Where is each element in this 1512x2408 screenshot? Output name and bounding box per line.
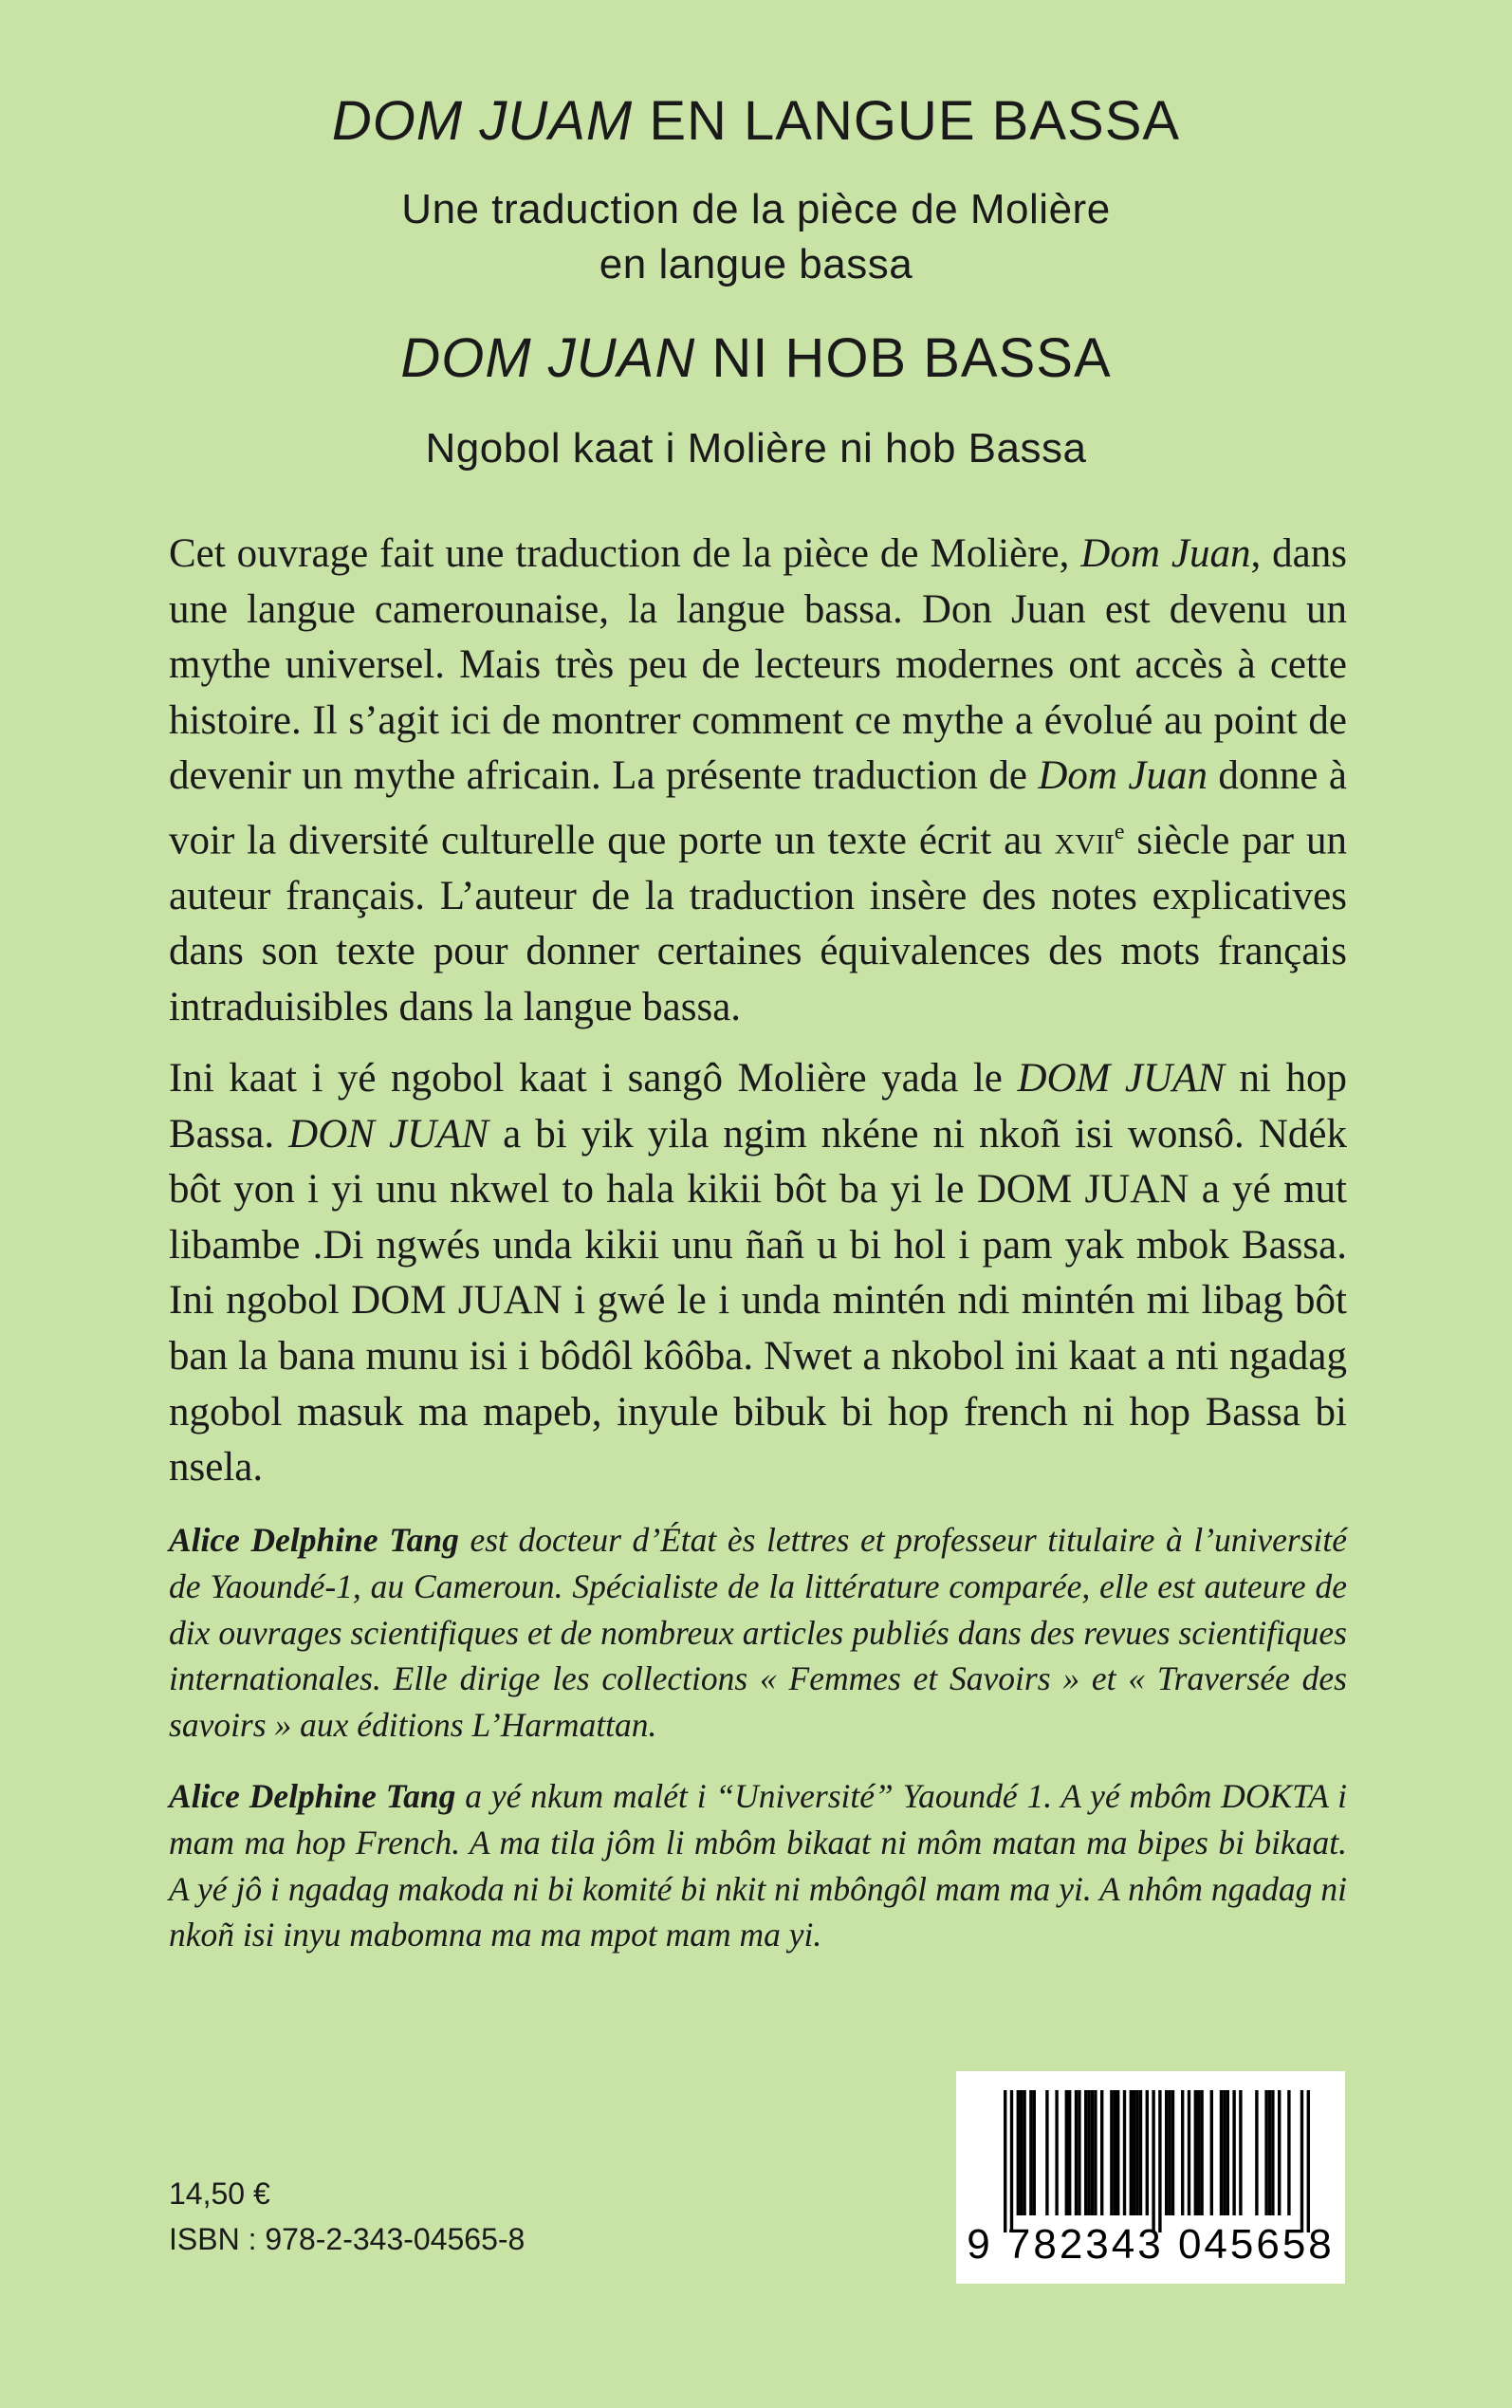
barcode-bar xyxy=(1023,2090,1025,2215)
barcode-bar xyxy=(1287,2090,1290,2215)
century-superscript: e xyxy=(1114,819,1125,844)
barcode-bar xyxy=(1239,2090,1242,2215)
barcode-bar xyxy=(1181,2090,1184,2215)
title-french xyxy=(0,89,1512,153)
barcode-guard-bar xyxy=(1158,2090,1161,2232)
description-french-part4: siècle par un auteur français. L’auteur de la traduction insère des notes explicatives dans son texte pour donner certaines équivalences des mots français intraduisibles dans la langue bassa. xyxy=(169,818,1347,1030)
description-french-part3: donne à voir la diversité culturelle que porte un texte écrit au xyxy=(169,753,1347,863)
barcode-digits: 9 782343 045658 xyxy=(967,2221,1335,2268)
barcode-bar xyxy=(1171,2090,1174,2215)
barcode-bar xyxy=(1146,2090,1149,2215)
barcode-bar xyxy=(1091,2090,1094,2215)
title-bassa xyxy=(0,326,1512,390)
barcode-guard-bar xyxy=(1300,2090,1303,2232)
barcode-bar xyxy=(1133,2090,1135,2215)
barcode-guard-bar xyxy=(1152,2090,1154,2232)
barcode-bar xyxy=(1188,2090,1190,2215)
subtitle-bassa: Ngobol kaat i Molière ni hob Bassa xyxy=(425,425,1087,472)
description-french-italic2: Dom Juan xyxy=(1038,753,1208,799)
title-french-rest: EN LANGUE BASSA xyxy=(633,90,1181,152)
description-bassa-part3: a bi yik yila ngim nkéne ni nkoñ isi wonsô. Ndék bôt yon i yi unu nkwel to hala kikii bôt ba yi le DOM JUAN a yé mut libambe .Di ngwés unda kikii unu ñañ u bi hol i pam yak mbok Bassa. Ini ngobol DOM JUAN i gwé le i unda mintén ndi mintén mi libag bôt ban la bana munu isi i bôdôl kôôba. Nwet a nkobol ini kaat a nti ngadag ngobol masuk ma mapeb, inyule bibuk bi hop french ni hop Bassa bi nsela. xyxy=(169,1111,1347,1491)
barcode-bar xyxy=(1194,2090,1197,2215)
barcode-bar xyxy=(1068,2090,1071,2215)
author-name: Alice Delphine Tang xyxy=(169,1521,459,1559)
barcode-bar xyxy=(1200,2090,1203,2215)
barcode-bar xyxy=(1087,2090,1090,2215)
barcode-guard-bar xyxy=(1004,2090,1006,2232)
author-bio-bassa-text: a yé nkum malét i “Université” Yaoundé 1. A yé mbôm DOKTA i mam ma hop French. A ma tila jôm li mbôm bikaat ni môm matan ma bipes bi bikaat. A yé jô i ngadag makoda ni bi komité bi nkit ni mbôngôl mam ma yi. A nhôm ngadag ni nkoñ isi inyu mabomna ma ma mpot mam ma yi. xyxy=(169,1777,1347,1954)
barcode-bar xyxy=(1065,2090,1068,2215)
barcode-bar xyxy=(1255,2090,1258,2215)
barcode-bar xyxy=(1084,2090,1087,2215)
barcode-bar xyxy=(1045,2090,1048,2215)
author-bio-bassa xyxy=(169,1773,1347,1958)
barcode-bar xyxy=(1210,2090,1213,2215)
barcode-bar xyxy=(1197,2090,1200,2215)
author-bio-french-text: est docteur d’État ès lettres et professeur titulaire à l’université de Yaoundé-1, au Cameroun. Spécialiste de la littérature comparée, elle est auteure de dix ouvrages scientifiques et de nombreux articles publiés dans des revues scientifiques internationales. Elle dirige les collections « Femmes et Savoirs » et « Traversée des savoirs » aux éditions L’Harmattan. xyxy=(169,1521,1348,1745)
barcode-bar xyxy=(1114,2090,1116,2215)
description-french-italic1: Dom Juan xyxy=(1080,531,1251,576)
barcode-bar xyxy=(1271,2090,1274,2215)
barcode xyxy=(956,2071,1345,2284)
barcode-bar xyxy=(1100,2090,1103,2215)
barcode-bar xyxy=(1226,2090,1229,2215)
barcode-bar xyxy=(1110,2090,1113,2215)
barcode-guard-bar xyxy=(1307,2090,1310,2232)
barcode-bar xyxy=(1094,2090,1097,2215)
barcode-bar xyxy=(1168,2090,1171,2215)
title-french-italic: DOM JUAM xyxy=(331,90,634,152)
subtitle-french-line1: Une traduction de la pièce de Molière xyxy=(401,186,1111,232)
barcode-bar xyxy=(1017,2090,1020,2215)
description-french-part2: , dans une langue camerounaise, la langue bassa. Don Juan est devenu un mythe universel. Mais très peu de lecteurs modernes ont accès à cette histoire. Il s’agit ici de montrer comment ce mythe a évolué au point de devenir un mythe africain. La présente traduction de xyxy=(169,531,1347,799)
author-bio-french xyxy=(169,1517,1347,1749)
subtitle-french-line2: en langue bassa xyxy=(599,241,913,287)
barcode-bar xyxy=(1232,2090,1235,2215)
description-bassa xyxy=(169,1051,1347,1496)
description-bassa-italic1: DOM JUAN xyxy=(1017,1056,1225,1101)
barcode-bar xyxy=(1135,2090,1138,2215)
description-bassa-part2: ni hop Bassa. xyxy=(169,1056,1347,1157)
barcode-bar xyxy=(1123,2090,1126,2215)
barcode-bar xyxy=(1223,2090,1226,2215)
barcode-bar xyxy=(1078,2090,1080,2215)
barcode-bar xyxy=(1033,2090,1036,2215)
barcode-bar xyxy=(1055,2090,1058,2215)
barcode-bar xyxy=(1165,2090,1168,2215)
description-bassa-part1: Ini kaat i yé ngobol kaat i sangô Molière yada le xyxy=(169,1056,1018,1101)
isbn: ISBN : 978-2-343-04565-8 xyxy=(169,2222,526,2256)
barcode-bar xyxy=(1278,2090,1281,2215)
barcode-bar xyxy=(1139,2090,1142,2215)
barcode-bar xyxy=(1116,2090,1119,2215)
subtitle-french xyxy=(0,182,1512,292)
description-french xyxy=(169,527,1347,1036)
barcode-bar xyxy=(1130,2090,1133,2215)
description-bassa-italic2: DON JUAN xyxy=(288,1111,489,1157)
barcode-guard-bar xyxy=(1010,2090,1013,2232)
barcode-bar xyxy=(1268,2090,1271,2215)
price: 14,50 € xyxy=(169,2176,270,2211)
author-name: Alice Delphine Tang xyxy=(169,1777,456,1815)
barcode-bar xyxy=(1220,2090,1223,2215)
barcode-bar xyxy=(1020,2090,1023,2215)
title-bassa-italic: DOM JUAN xyxy=(400,327,696,389)
title-bassa-rest: NI HOB BASSA xyxy=(695,327,1112,389)
century-numeral: xvii xyxy=(1054,818,1115,863)
barcode-bar xyxy=(1075,2090,1078,2215)
barcode-bar xyxy=(1264,2090,1267,2215)
description-french-part1: Cet ouvrage fait une traduction de la pièce de Molière, xyxy=(169,531,1081,576)
barcode-bar xyxy=(1029,2090,1032,2215)
